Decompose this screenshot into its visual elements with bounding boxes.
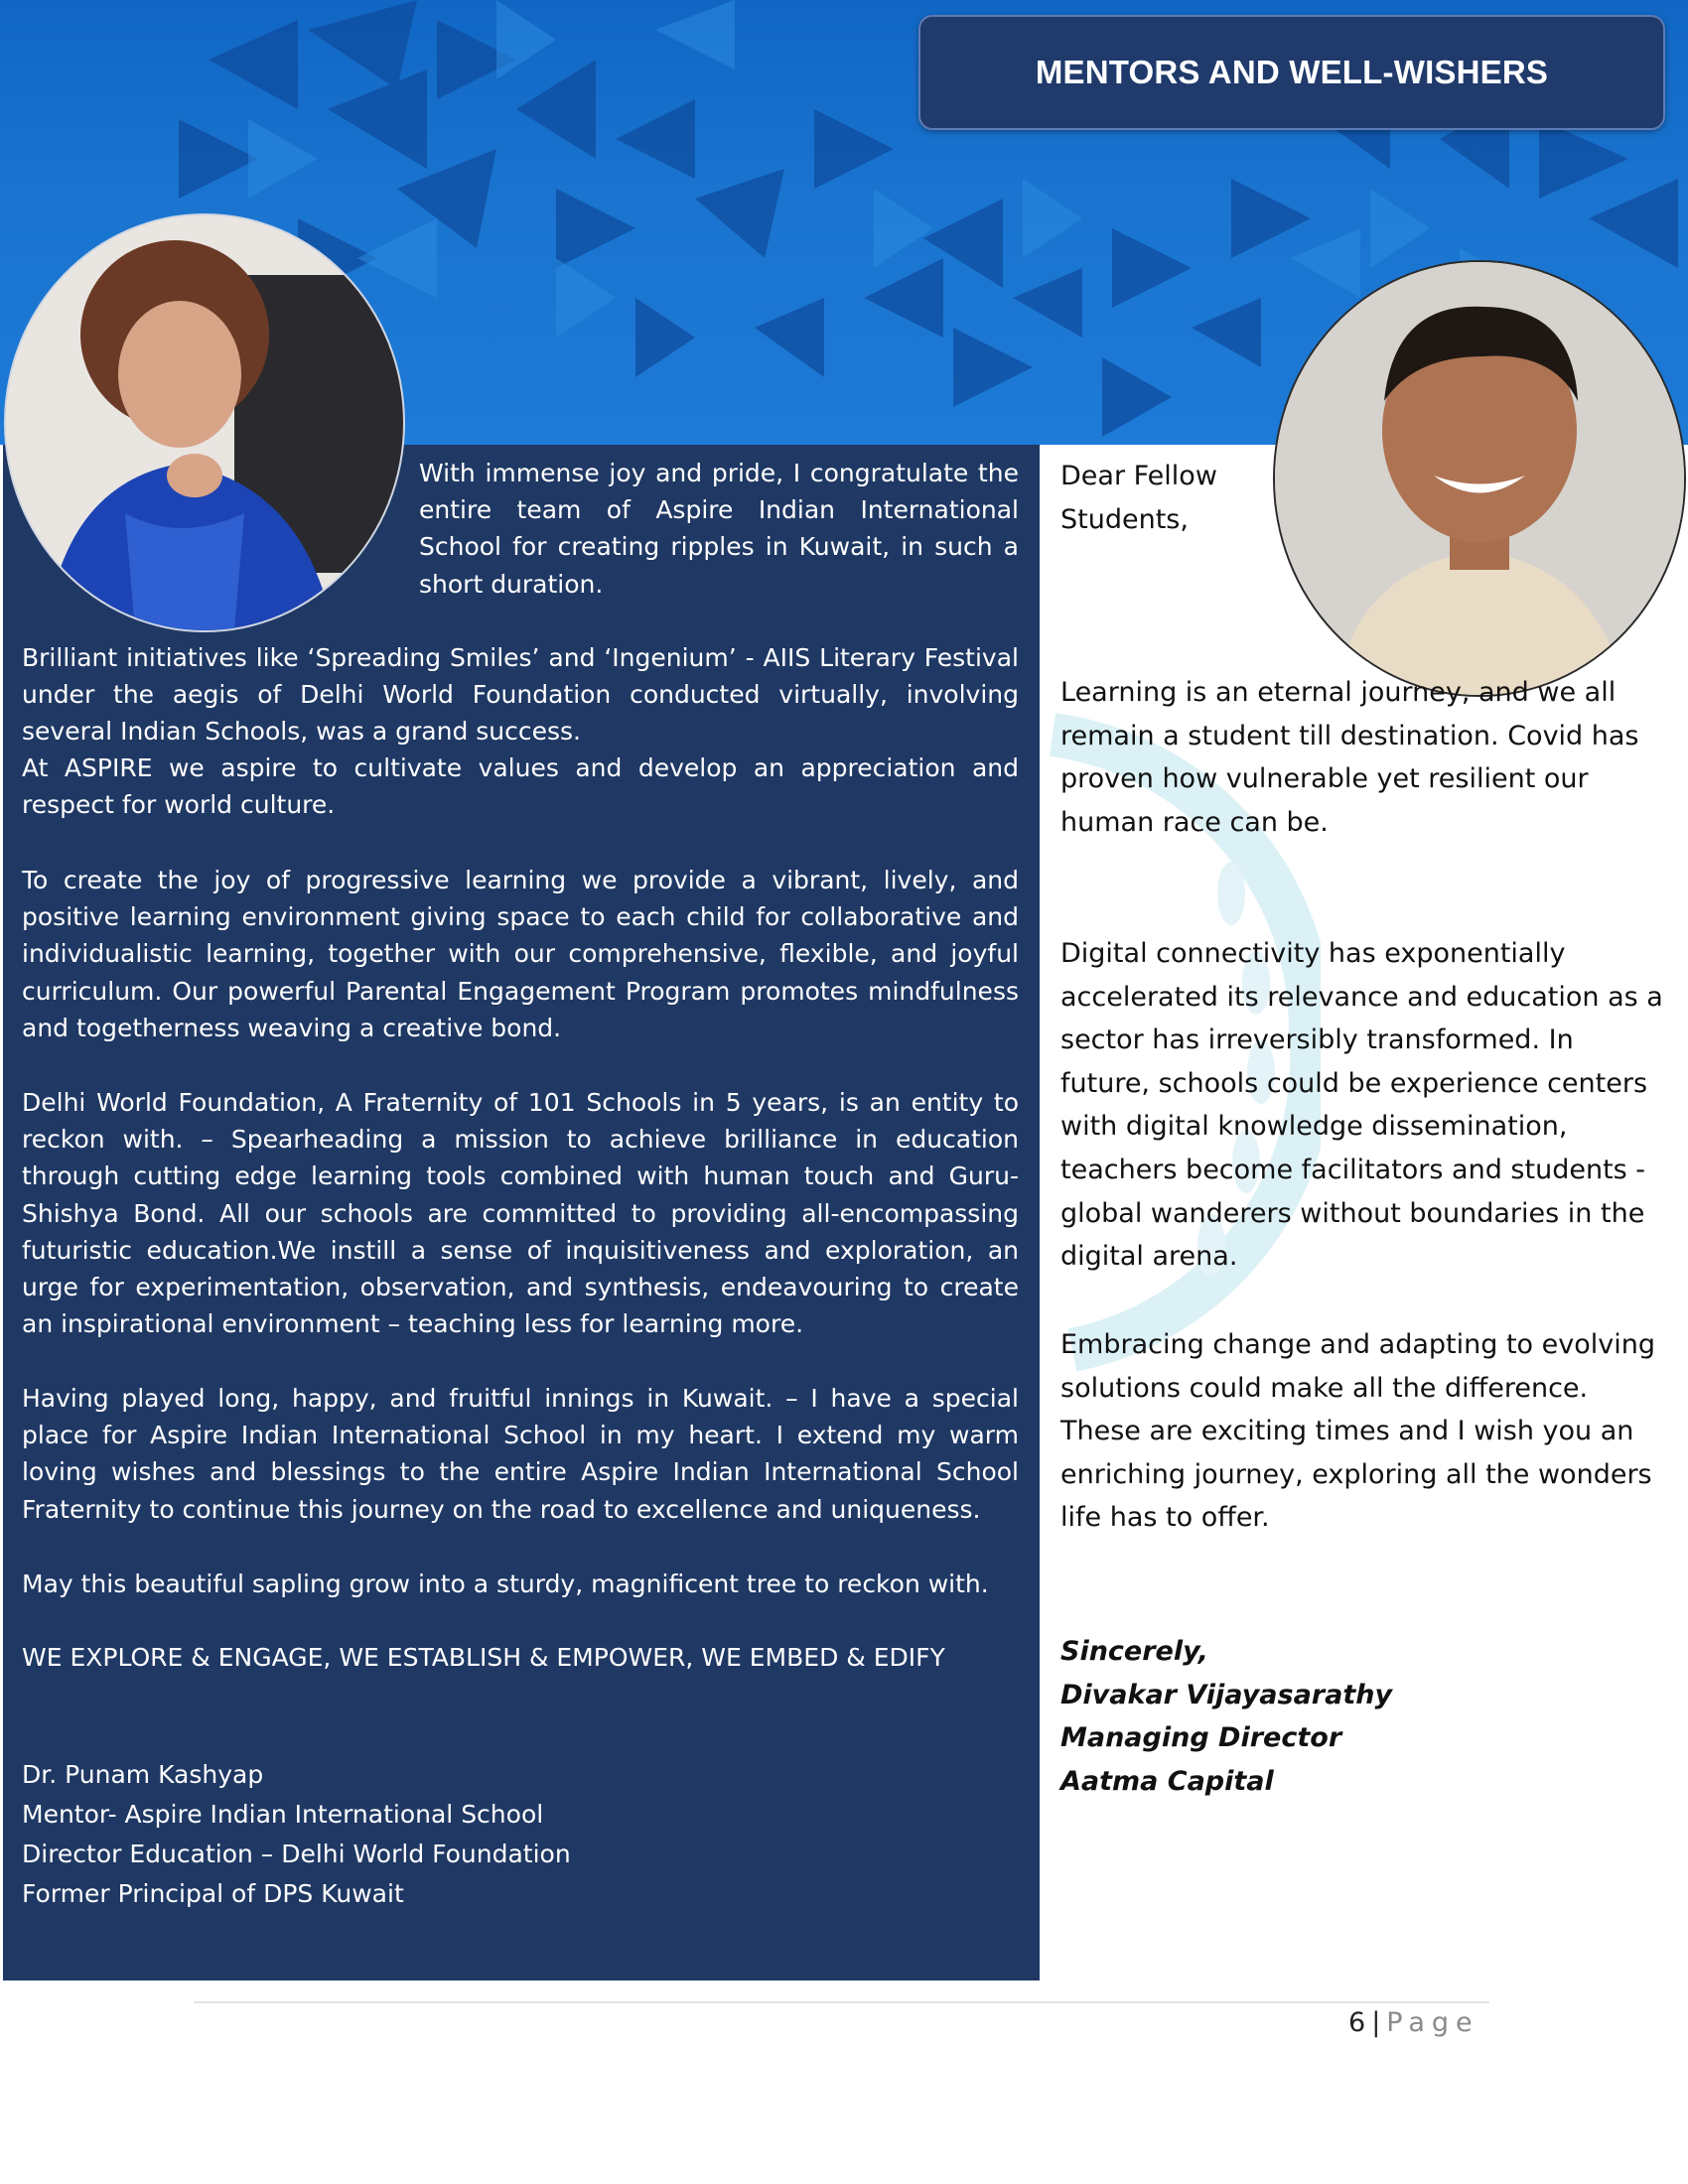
md-paragraph: Learning is an eternal journey, and we all remain a student till destination. Covid has proven how vulnerable yet resilient our human race can be.	[1060, 677, 1639, 838]
portrait-placeholder-icon	[1275, 262, 1684, 695]
mentor-paragraph: Having played long, happy, and fruitful innings in Kuwait. – I have a special place for Aspire Indian International School in my heart. I extend my warm loving wishes and blessings to the entire Aspire Indian International School Fraternity to continue this journey on the road to excellence and uniqueness.	[22, 1384, 1019, 1524]
md-title: Managing Director	[1060, 1722, 1342, 1754]
header-title-box	[918, 15, 1665, 130]
md-greeting: Dear Fellow Students,	[1060, 461, 1217, 535]
md-paragraph: Digital connectivity has exponentially accelerated its relevance and education as a sector has irreversibly transformed. In future, schools could be experience centers with digital knowledge dissemination, teachers become facilitators and students - global wanderers without boundaries in the digital arena.	[1060, 938, 1663, 1273]
mentor-paragraph: To create the joy of progressive learning we provide a vibrant, lively, and positive learning environment giving space to each child for collaborative and individualistic learning, together with our comprehensive, flexible, and joyful curriculum. Our powerful Parental Engagement Program promotes mindfulness and togetherness weaving a creative bond.	[22, 866, 1019, 1042]
mentor-title: Mentor- Aspire Indian International School	[22, 1800, 544, 1829]
page-separator: |	[1371, 2007, 1381, 2038]
page-label: Page	[1386, 2007, 1479, 2038]
mentor-title: Director Education – Delhi World Foundation	[22, 1840, 571, 1868]
managing-director-photo	[1273, 260, 1686, 697]
footer-divider	[194, 2001, 1489, 2003]
mentor-paragraph: Brilliant initiatives like ‘Spreading Smiles’ and ‘Ingenium’ - AIIS Literary Festival under the aegis of Delhi World Foundation conducted virtually, involving several Indian Schools, was a grand success.	[22, 643, 1019, 747]
portrait-placeholder-icon	[6, 215, 403, 630]
md-paragraph: Embracing change and adapting to evolving solutions could make all the difference. These are exciting times and I wish you an enriching journey, exploring all the wonders life has to offer.	[1060, 1329, 1655, 1534]
md-company: Aatma Capital	[1060, 1765, 1274, 1797]
page-number-value: 6	[1348, 2007, 1366, 2038]
mentor-signature	[22, 1755, 1019, 1914]
page-title: MENTORS AND WELL-WISHERS	[1035, 54, 1549, 90]
mentor-intro-paragraph: With immense joy and pride, I congratulate the entire team of Aspire Indian International School for creating ripples in Kuwait, in such a short duration.	[419, 459, 1019, 599]
md-signoff: Sincerely,	[1060, 1636, 1208, 1667]
md-signature	[1060, 1630, 1617, 1803]
mentor-paragraph: Delhi World Foundation, A Fraternity of 101 Schools in 5 years, is an entity to reckon with. – Spearheading a mission to achieve brilliance in education through cutting edge learning tools combined with human touch and Guru-Shishya Bond. All our schools are committed to providing all-encompassing futuristic education.We instill a sense of inquisitiveness and exploration, an urge for experimentation, observation, and synthesis, endeavouring to create an inspirational environment – teaching less for learning more.	[22, 1088, 1019, 1339]
mentor-motto: WE EXPLORE & ENGAGE, WE ESTABLISH & EMPOWER, WE EMBED & EDIFY	[22, 1643, 945, 1672]
page-number	[1348, 2007, 1479, 2038]
mentor-name: Dr. Punam Kashyap	[22, 1760, 264, 1789]
md-name: Divakar Vijayasarathy	[1060, 1679, 1393, 1710]
mentor-portrait-photo	[4, 213, 405, 632]
mentor-title: Former Principal of DPS Kuwait	[22, 1879, 404, 1908]
mentor-paragraph: May this beautiful sapling grow into a sturdy, magnificent tree to reckon with.	[22, 1570, 989, 1598]
mentor-paragraph: At ASPIRE we aspire to cultivate values and develop an appreciation and respect for world culture.	[22, 753, 1019, 820]
